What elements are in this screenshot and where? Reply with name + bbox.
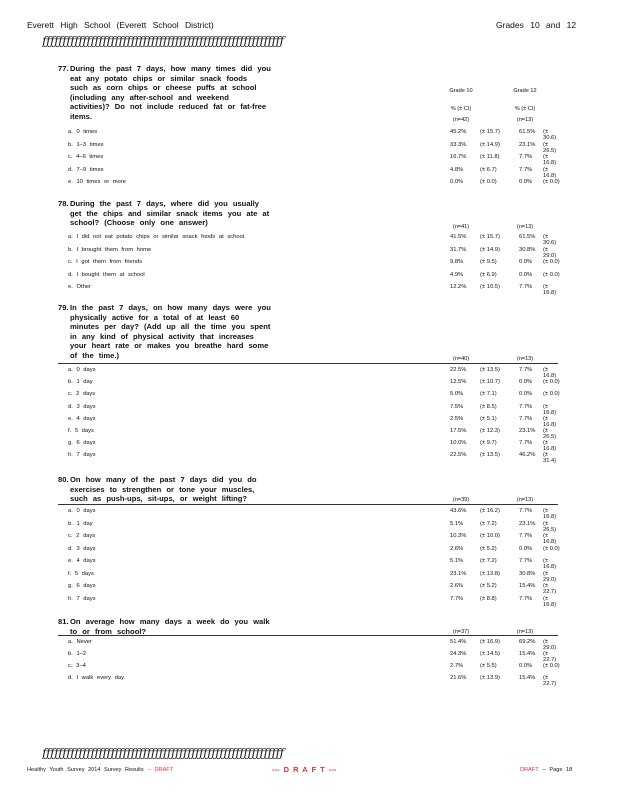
question-line: to or from school? — [70, 626, 147, 636]
grade12-header: Grade 12 — [513, 88, 537, 94]
answer-label: e. 10 times or more — [68, 179, 126, 185]
grade10-ci: (± 10.0) — [480, 533, 500, 539]
grade12-percent: 7.7% — [519, 154, 533, 160]
grade10-percent: 22.5% — [450, 452, 467, 459]
table-row — [68, 426, 560, 438]
grade12-ci: (± 16.8) — [543, 367, 557, 379]
table-row — [68, 569, 560, 581]
grade12-percent: 61.5% — [519, 234, 536, 240]
answer-label: e. Other — [68, 284, 91, 290]
grade12-percent: 7.7% — [519, 403, 533, 410]
grade12-ci: (± 0.0) — [543, 391, 560, 398]
grade12-percent: 61.5% — [519, 129, 536, 135]
table-row — [68, 581, 560, 593]
grade12-ci: (± 16.8) — [543, 508, 557, 520]
grade10-percent: 22.5% — [450, 367, 467, 373]
answer-label: d. 3 days — [68, 403, 96, 410]
grade12-ci: (± 0.0) — [543, 545, 560, 552]
table-row — [68, 140, 560, 152]
grade12-percent: 7.7% — [519, 284, 533, 290]
answer-label: b. 1 day — [68, 379, 93, 386]
table-row — [68, 257, 560, 269]
answer-label: h. 7 days — [68, 595, 96, 602]
question-line: On average how many days a week do you walk — [70, 617, 270, 626]
table-row — [68, 127, 560, 139]
grade12-ci: (± 30.6) — [543, 129, 557, 141]
grade12-pct-header: % (± CI) — [514, 106, 536, 112]
grade12-percent: 15.4% — [519, 583, 536, 589]
question-number: 79. — [58, 303, 69, 312]
table-row — [68, 450, 560, 465]
question-line: such as corn chips or cheese puffs at school — [70, 83, 257, 93]
grade12-ci: (± 16.8) — [543, 595, 557, 608]
table-row — [68, 414, 560, 426]
question-line: During the past 7 days, how many times did you — [70, 64, 271, 73]
grade10-ci: (± 10.5) — [480, 284, 500, 290]
table-row — [68, 594, 560, 606]
table-row — [68, 377, 560, 389]
grade10-ci: (± 13.9) — [480, 675, 500, 681]
grade12-percent: 7.7% — [519, 595, 533, 602]
question-line: In the past 7 days, on how many days were you — [70, 303, 271, 312]
answer-label: a. Never — [68, 639, 92, 645]
grade10-percent: 7.5% — [450, 403, 464, 410]
table-row — [68, 531, 560, 543]
grade12-percent: 0.0% — [519, 545, 533, 552]
grade10-percent: 43.6% — [450, 508, 467, 514]
answer-label: b. 1–3 times — [68, 141, 104, 148]
grade12-ci: (± 31.4) — [543, 452, 557, 465]
question-line: (including any after-school and weekend — [70, 92, 229, 102]
grade10-ci: (± 14.9) — [480, 141, 500, 148]
grade10-pct-header: % (± CI) — [450, 106, 472, 112]
answer-label: e. 4 days — [68, 558, 96, 564]
grade10-ci: (± 13.5) — [480, 452, 500, 459]
grade10-ci: (± 5.5) — [480, 663, 497, 669]
grade12-ci: (± 16.8) — [543, 415, 557, 428]
grade12-percent: 15.4% — [519, 651, 536, 657]
grade10-percent: 10.3% — [450, 533, 467, 539]
grade10-n: (n=40) — [452, 356, 470, 362]
grade10-percent: 33.3% — [450, 141, 467, 148]
grade12-n: (n=13) — [516, 224, 534, 230]
answer-label: d. I bought them at school — [68, 271, 145, 278]
grade12-percent: 0.0% — [519, 179, 533, 185]
grade10-n: (n=42) — [452, 117, 470, 123]
answer-label: c. 4–6 times — [68, 154, 104, 160]
grade12-ci: (± 29.0) — [543, 570, 557, 583]
grade10-ci: (± 11.8) — [480, 154, 500, 160]
table-row — [68, 365, 560, 377]
table-row — [68, 165, 560, 177]
grade10-percent: 23.1% — [450, 570, 467, 577]
answer-label: a. 0 days — [68, 508, 96, 514]
answer-label: e. 4 days — [68, 415, 96, 422]
footer-right-draft: DRAFT — [520, 767, 539, 773]
grade12-n: (n=13) — [516, 629, 534, 635]
question-78-text — [58, 199, 283, 228]
question-line: eat any potato chips or similar snack foods — [70, 73, 248, 83]
grade10-ci: (± 16.9) — [480, 639, 500, 645]
grade12-ci: (± 29.0) — [543, 246, 557, 259]
table-row — [68, 282, 560, 294]
table-row — [68, 177, 560, 189]
question-line: exercises to strengthen or tone your muscles, — [70, 484, 255, 494]
grade12-ci: (± 29.0) — [543, 639, 557, 651]
grade10-percent: 31.7% — [450, 246, 467, 253]
table-row — [68, 661, 560, 673]
answer-label: b. I brought them from home — [68, 246, 152, 253]
grade10-ci: (± 14.5) — [480, 651, 500, 657]
table-row — [68, 438, 560, 453]
grade12-ci: (± 26.5) — [543, 428, 557, 440]
grade10-percent: 5.1% — [450, 558, 464, 564]
section-divider — [58, 504, 558, 505]
bottom-separator: ƒƒƒƒƒƒƒƒƒƒƒƒƒƒƒƒƒƒƒƒƒƒƒƒƒƒƒƒƒƒƒƒƒƒƒƒƒƒƒƒƒƒƒƒƒƒƒƒƒƒƒƒƒƒƒƒƒƒƒƒ — [42, 745, 284, 760]
question-line: in any kind of physical activity that increases — [70, 331, 254, 341]
grade12-percent: 30.8% — [519, 570, 536, 577]
grade12-n: (n=13) — [516, 117, 534, 123]
grade10-ci: (± 5.1) — [480, 415, 497, 422]
table-row — [68, 506, 560, 518]
grade10-ci: (± 9.7) — [480, 440, 497, 447]
grade10-ci: (± 6.9) — [480, 271, 497, 278]
grade12-percent: 23.1% — [519, 141, 536, 148]
grade12-ci: (± 26.5) — [543, 520, 557, 533]
grade12-percent: 0.0% — [519, 271, 533, 278]
answer-label: h. 7 days — [68, 452, 96, 459]
grade12-percent: 69.2% — [519, 639, 536, 645]
grade12-ci: (± 16.8) — [543, 533, 557, 545]
footer-left-draft: -- DRAFT — [147, 767, 174, 773]
table-row — [68, 245, 560, 257]
question-line: get the chips and similar snack items you ate at — [70, 208, 270, 218]
table-row — [68, 519, 560, 531]
table-row — [68, 152, 560, 164]
grade10-ci: (± 6.7) — [480, 166, 497, 173]
grade12-n: (n=13) — [516, 356, 534, 362]
answer-label: g. 6 days — [68, 583, 96, 589]
grade12-n: (n=13) — [516, 497, 534, 503]
grade10-percent: 21.6% — [450, 675, 467, 681]
table-row — [68, 232, 560, 244]
question-line: of the time.) — [70, 350, 120, 360]
question-line: physically active for a total of at least 60 — [70, 312, 240, 322]
grade12-percent: 7.7% — [519, 508, 533, 514]
question-line: On how many of the past 7 days did you do — [70, 475, 257, 484]
grade12-ci: (± 22.7) — [543, 583, 557, 595]
answer-label: b. 1 day — [68, 520, 93, 527]
grade10-ci: (± 10.7) — [480, 379, 500, 386]
grade10-n: (n=41) — [452, 224, 470, 230]
grade12-percent: 7.7% — [519, 558, 533, 564]
top-separator: ƒƒƒƒƒƒƒƒƒƒƒƒƒƒƒƒƒƒƒƒƒƒƒƒƒƒƒƒƒƒƒƒƒƒƒƒƒƒƒƒƒƒƒƒƒƒƒƒƒƒƒƒƒƒƒƒƒƒƒƒ — [42, 33, 284, 48]
grade10-percent: 5.1% — [450, 520, 464, 527]
grade10-ci: (± 14.9) — [480, 246, 500, 253]
grade10-percent: 4.9% — [450, 271, 464, 278]
grade10-percent: 2.6% — [450, 545, 464, 552]
grade10-ci: (± 9.5) — [480, 259, 497, 265]
footer-source: Healthy Youth Survey 2014 Survey Results — [27, 767, 144, 773]
grade10-percent: 12.5% — [450, 379, 467, 386]
grade10-percent: 41.5% — [450, 234, 467, 240]
grade10-percent: 51.4% — [450, 639, 467, 645]
grade10-percent: 10.0% — [450, 440, 467, 447]
grade10-percent: 4.8% — [450, 166, 464, 173]
grade10-ci: (± 8.5) — [480, 403, 497, 410]
grade10-percent: 2.7% — [450, 663, 464, 669]
grade12-ci: (± 0.0) — [543, 259, 560, 265]
grade10-percent: 2.5% — [450, 415, 464, 422]
grade10-ci: (± 8.8) — [480, 595, 497, 602]
grade12-percent: 7.7% — [519, 415, 533, 422]
grade12-percent: 7.7% — [519, 533, 533, 539]
question-line: your heart rate or makes you breathe hard some — [70, 341, 269, 351]
answer-label: a. I did not eat potato chips or similar snack foods at school. — [68, 234, 246, 240]
question-line: During the past 7 days, where did you usually — [70, 199, 259, 208]
grade12-ci: (± 22.7) — [543, 675, 557, 687]
question-number: 77. — [58, 64, 69, 73]
grade10-n: (n=39) — [452, 497, 470, 503]
section-divider — [58, 635, 558, 636]
question-79-text — [58, 303, 283, 361]
grade12-percent: 46.2% — [519, 452, 536, 459]
grade12-percent: 0.0% — [519, 379, 533, 386]
question-line: such as push-ups, sit-ups, or weight lifting? — [70, 494, 248, 504]
question-81-text — [58, 617, 283, 636]
grade12-ci: (± 16.8) — [543, 166, 557, 179]
question-line: items. — [70, 111, 92, 121]
question-line: activities)? Do not include reduced fat or fat-free — [70, 102, 267, 112]
grade10-ci: (± 15.7) — [480, 129, 500, 135]
answer-label: g. 6 days — [68, 440, 96, 447]
table-row — [68, 556, 560, 568]
answer-label: f. 5 days — [68, 428, 94, 434]
question-80-text — [58, 475, 283, 504]
answer-label: a. 0 days — [68, 367, 96, 373]
grade12-percent: 23.1% — [519, 428, 536, 434]
answer-label: d. I walk every day. — [68, 675, 126, 681]
grade12-ci: (± 16.8) — [543, 558, 557, 570]
grade12-percent: 30.8% — [519, 246, 536, 253]
answer-label: d. 7–9 times — [68, 166, 104, 173]
answer-label: b. 1–2 — [68, 651, 87, 657]
answer-label: c. 2 days — [68, 533, 96, 539]
grade12-ci: (± 22.7) — [543, 651, 557, 663]
grade10-ci: (± 15.7) — [480, 234, 500, 240]
footer-left — [27, 767, 173, 773]
grade12-ci: (± 30.6) — [543, 234, 557, 246]
grade10-ci: (± 7.2) — [480, 520, 497, 527]
table-row — [68, 402, 560, 414]
grade12-percent: 23.1% — [519, 520, 536, 527]
answer-label: a. 0 times — [68, 129, 98, 135]
school-title: Everett High School (Everett School District) — [27, 20, 214, 30]
grade12-percent: 0.0% — [519, 259, 533, 265]
answer-label: c. 3–4 — [68, 663, 86, 669]
grade10-percent: 12.2% — [450, 284, 467, 290]
grade12-ci: (± 26.5) — [543, 141, 557, 154]
grades-label: Grades 10 and 12 — [496, 20, 577, 30]
grade10-percent: 16.7% — [450, 154, 467, 160]
question-line: school? (Choose only one answer) — [70, 218, 208, 228]
grade10-ci: (± 7.1) — [480, 391, 497, 398]
grade10-ci: (± 5.2) — [480, 545, 497, 552]
answer-label: c. I got them from friends — [68, 259, 143, 265]
question-number: 81. — [58, 617, 69, 626]
table-row — [68, 270, 560, 282]
footer-right — [520, 767, 572, 773]
grade12-ci: (± 0.0) — [543, 379, 560, 386]
grade10-n: (n=37) — [452, 629, 470, 635]
grade10-percent: 0.0% — [450, 179, 464, 185]
section-divider — [58, 363, 558, 364]
table-row — [68, 673, 560, 685]
grade12-ci: (± 16.8) — [543, 440, 557, 453]
grade10-percent: 7.7% — [450, 595, 464, 602]
grade10-percent: 9.8% — [450, 259, 464, 265]
grade12-ci: (± 16.8) — [543, 403, 557, 416]
table-row — [68, 649, 560, 661]
page-number: -- Page 18 — [542, 767, 573, 773]
grade12-percent: 7.7% — [519, 166, 533, 173]
grade12-ci: (± 16.8) — [543, 154, 557, 166]
grade10-percent: 45.2% — [450, 129, 467, 135]
grade12-percent: 0.0% — [519, 663, 533, 669]
grade10-percent: 17.5% — [450, 428, 467, 434]
grade10-ci: (± 13.5) — [480, 367, 500, 373]
answer-label: f. 5 days — [68, 570, 94, 577]
grade10-percent: 24.3% — [450, 651, 467, 657]
answer-label: d. 3 days — [68, 545, 96, 552]
grade10-percent: 2.6% — [450, 583, 464, 589]
footer-draft-center: --- D R A F T --- — [272, 765, 337, 774]
question-number: 78. — [58, 199, 69, 208]
grade10-header: Grade 10 — [449, 88, 473, 94]
grade12-ci: (± 0.0) — [543, 179, 560, 185]
table-row — [68, 637, 560, 649]
table-row — [68, 544, 560, 556]
question-number: 80. — [58, 475, 69, 484]
grade12-percent: 0.0% — [519, 391, 533, 398]
table-row — [68, 389, 560, 401]
question-line: minutes per day? (Add up all the time you spent — [70, 322, 271, 332]
answer-label: c. 2 days — [68, 391, 96, 398]
grade12-percent: 15.4% — [519, 675, 536, 681]
grade12-ci: (± 16.8) — [543, 284, 557, 296]
grade12-ci: (± 0.0) — [543, 271, 560, 278]
grade12-percent: 7.7% — [519, 367, 533, 373]
grade10-ci: (± 12.3) — [480, 428, 500, 434]
grade12-ci: (± 0.0) — [543, 663, 560, 669]
grade10-ci: (± 5.2) — [480, 583, 497, 589]
question-77-text — [58, 64, 283, 122]
grade10-percent: 5.0% — [450, 391, 464, 398]
grade10-ci: (± 0.0) — [480, 179, 497, 185]
grade12-percent: 7.7% — [519, 440, 533, 447]
grade10-ci: (± 16.2) — [480, 508, 500, 514]
grade10-ci: (± 13.8) — [480, 570, 500, 577]
grade10-ci: (± 7.2) — [480, 558, 497, 564]
